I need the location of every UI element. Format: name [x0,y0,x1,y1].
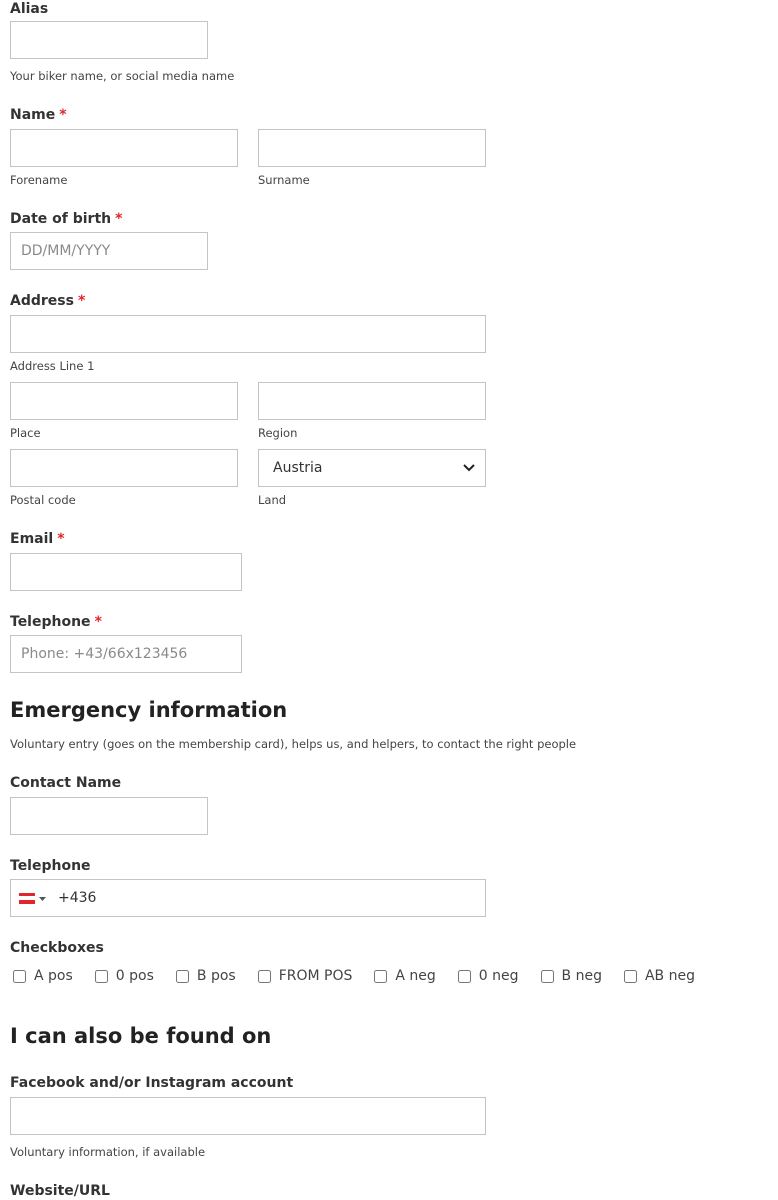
checkboxes-label: Checkboxes [10,940,104,956]
email-input[interactable] [10,553,242,591]
surname-hint: Surname [258,173,310,187]
forename-input[interactable] [10,129,238,167]
checkbox-input[interactable] [258,970,271,983]
place-hint: Place [10,426,41,440]
postal-code-hint: Postal code [10,493,76,507]
name-label [10,106,67,124]
austria-flag-icon [19,893,35,904]
telephone-input[interactable] [10,635,242,673]
emergency-telephone-field[interactable] [10,879,486,917]
surname-input[interactable] [258,129,486,167]
checkbox-from-pos[interactable] [258,968,353,984]
checkbox-label: B neg [561,968,602,984]
alias-label: Alias [10,1,49,17]
chevron-down-icon [463,460,475,476]
land-hint: Land [258,493,287,507]
region-hint: Region [258,426,298,440]
checkbox-input[interactable] [541,970,554,983]
alias-hint: Your biker name, or social media name [10,69,235,83]
checkbox-label: B pos [196,968,236,984]
checkbox-label: FROM POS [278,968,353,984]
place-input[interactable] [10,382,238,420]
address-line1-hint: Address Line 1 [10,359,95,373]
address-line1-input[interactable] [10,315,486,353]
checkbox-ab-neg[interactable] [624,968,695,984]
checkbox-input[interactable] [374,970,387,983]
dob-label-text: Date of birth [10,211,112,227]
checkbox-group [13,968,717,984]
emergency-description: Voluntary entry (goes on the membership card), helps us, and helpers, to contact the right people [10,737,577,751]
alias-input[interactable] [10,21,208,59]
checkbox-input[interactable] [176,970,189,983]
forename-hint: Forename [10,173,68,187]
social-heading: I can also be found on [10,1024,272,1048]
facebook-hint: Voluntary information, if available [10,1145,206,1159]
checkbox-input[interactable] [13,970,26,983]
land-select[interactable] [258,449,486,487]
land-select-value: Austria [273,460,323,476]
contact-name-label: Contact Name [10,775,122,791]
facebook-input[interactable] [10,1097,486,1135]
dob-input[interactable] [10,232,208,270]
checkbox-b-neg[interactable] [541,968,602,984]
facebook-label: Facebook and/or Instagram account [10,1075,294,1091]
postal-code-input[interactable] [10,449,238,487]
region-input[interactable] [258,382,486,420]
address-label [10,292,85,310]
checkbox-input[interactable] [458,970,471,983]
checkbox-0-neg[interactable] [458,968,519,984]
telephone-label [10,613,102,631]
checkbox-label: A neg [395,968,436,984]
emergency-telephone-label: Telephone [10,858,91,874]
checkbox-0-pos[interactable] [95,968,154,984]
checkbox-input[interactable] [95,970,108,983]
checkbox-label: AB neg [644,968,695,984]
checkbox-a-neg[interactable] [374,968,435,984]
checkbox-label: 0 neg [478,968,519,984]
checkbox-input[interactable] [624,970,637,983]
telephone-label-text: Telephone [10,614,91,630]
address-label-text: Address [10,293,74,309]
email-label [10,530,65,548]
required-mark: * [77,293,86,309]
dob-label [10,210,122,228]
checkbox-label: A pos [34,968,73,984]
email-label-text: Email [10,531,54,547]
emergency-telephone-value: +436 [58,890,97,906]
name-label-text: Name [10,107,56,123]
checkbox-label: 0 pos [115,968,154,984]
required-mark: * [115,211,123,227]
website-label: Website/URL [10,1183,110,1199]
required-mark: * [94,614,102,630]
emergency-heading: Emergency information [10,698,288,722]
checkbox-a-pos[interactable] [13,968,73,984]
caret-down-icon [39,890,46,906]
required-mark: * [59,107,67,123]
country-flag-dropdown[interactable] [19,890,46,906]
checkbox-b-pos[interactable] [176,968,236,984]
required-mark: * [57,531,65,547]
contact-name-input[interactable] [10,797,208,835]
